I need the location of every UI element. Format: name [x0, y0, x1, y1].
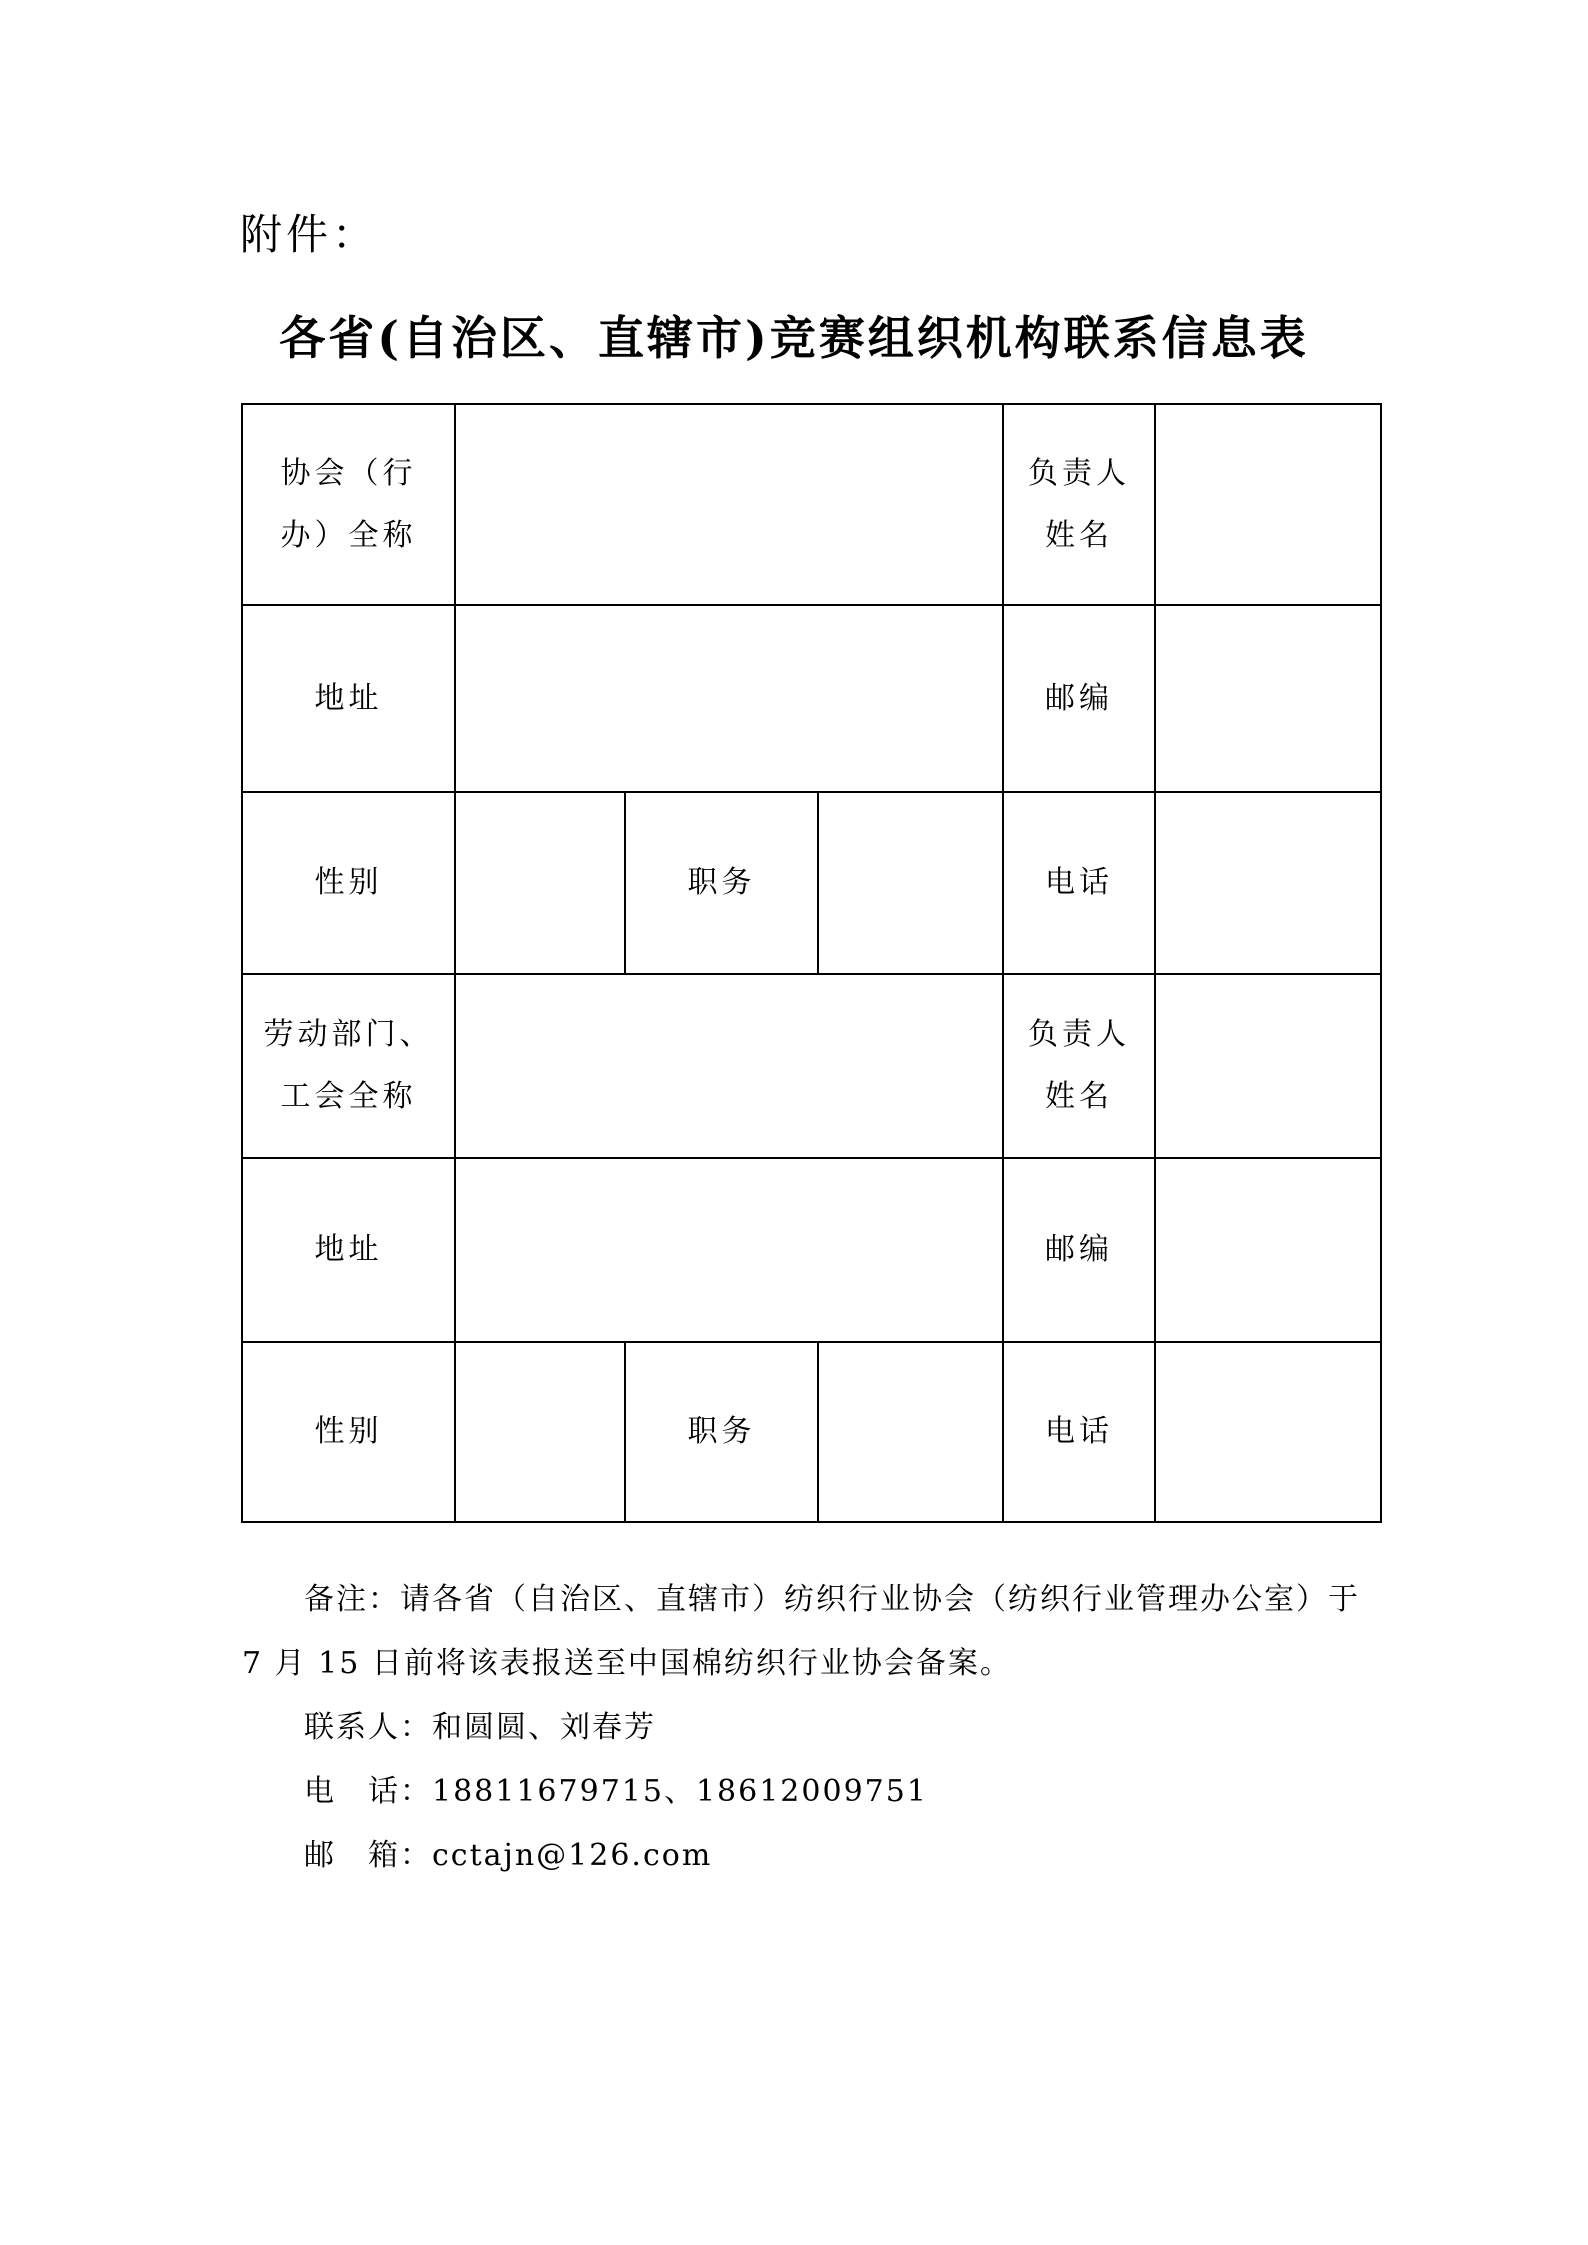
leader-name-label: 负责人 姓名	[1003, 404, 1155, 605]
leader-name-field[interactable]	[1155, 404, 1381, 605]
notes-section	[242, 1568, 1382, 1888]
email-label: 邮 箱：	[304, 1838, 432, 1873]
phone-field[interactable]	[1155, 792, 1381, 974]
leader-name-label: 负责人 姓名	[1003, 974, 1155, 1158]
gender-label: 性别	[242, 1342, 455, 1522]
postcode-label: 邮编	[1003, 605, 1155, 792]
labor-gender-field[interactable]	[455, 1342, 625, 1522]
phone-label: 电话	[1003, 792, 1155, 974]
labor-dept-name-label: 劳动部门、 工会全称	[242, 974, 455, 1158]
labor-address-field[interactable]	[455, 1158, 1003, 1342]
postcode-label: 邮编	[1003, 1158, 1155, 1342]
labor-phone-field[interactable]	[1155, 1342, 1381, 1522]
table-row	[242, 974, 1381, 1158]
form-title: 各省(自治区、直辖市)竞赛组织机构联系信息表	[279, 311, 1309, 365]
table-row	[242, 404, 1381, 605]
address-label: 地址	[242, 1158, 455, 1342]
email-address: cctajn@126.com	[432, 1838, 713, 1873]
postcode-field[interactable]	[1155, 605, 1381, 792]
labor-dept-name-field[interactable]	[455, 974, 1003, 1158]
gender-field[interactable]	[455, 792, 625, 974]
remark-line: 备注：请各省（自治区、直辖市）纺织行业协会（纺织行业管理办公室）于	[304, 1582, 1360, 1617]
phone-numbers: 18811679715、18612009751	[432, 1774, 928, 1809]
position-field[interactable]	[818, 792, 1003, 974]
contact-email	[242, 1824, 1382, 1888]
table-row	[242, 1342, 1381, 1522]
table-row	[242, 605, 1381, 792]
contact-persons: 联系人：和圆圆、刘春芳	[304, 1710, 656, 1745]
remark-line: 7 月 15 日前将该表报送至中国棉纺织行业协会备案。	[242, 1646, 1012, 1681]
position-label: 职务	[625, 792, 818, 974]
address-field[interactable]	[455, 605, 1003, 792]
table-row	[242, 1158, 1381, 1342]
association-name-field[interactable]	[455, 404, 1003, 605]
labor-position-field[interactable]	[818, 1342, 1003, 1522]
position-label: 职务	[625, 1342, 818, 1522]
phone-label: 电 话：	[304, 1774, 432, 1809]
phone-label: 电话	[1003, 1342, 1155, 1522]
labor-leader-name-field[interactable]	[1155, 974, 1381, 1158]
address-label: 地址	[242, 605, 455, 792]
association-name-label: 协会（行 办）全称	[242, 404, 455, 605]
contact-phone	[242, 1760, 1382, 1824]
contact-info-table	[241, 403, 1382, 1523]
labor-postcode-field[interactable]	[1155, 1158, 1381, 1342]
attachment-label: 附件：	[240, 210, 379, 259]
table-row	[242, 792, 1381, 974]
gender-label: 性别	[242, 792, 455, 974]
